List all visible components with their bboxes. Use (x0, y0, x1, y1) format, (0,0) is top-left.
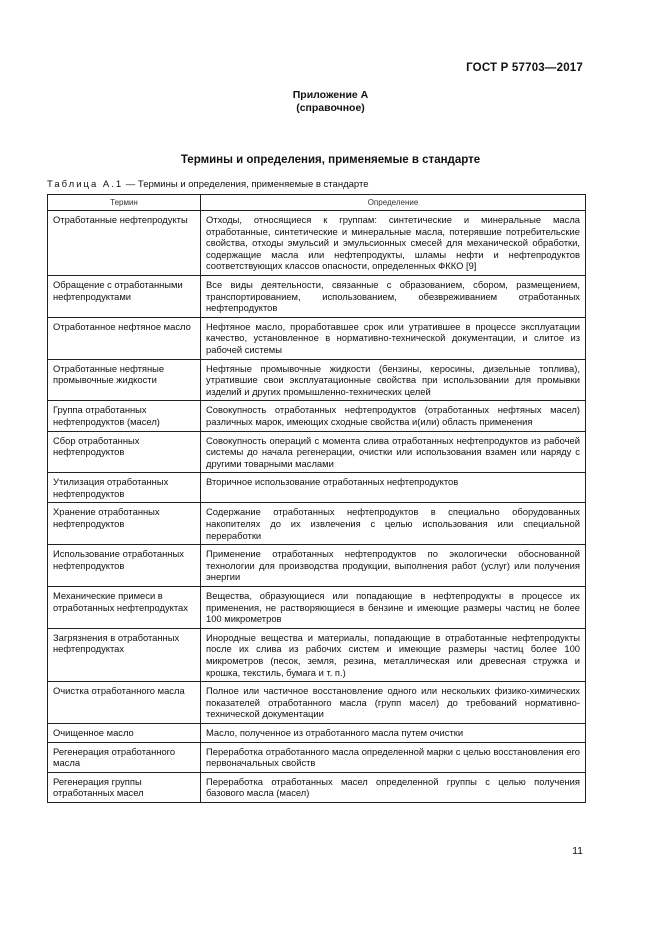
column-header-definition: Определение (201, 195, 586, 211)
definition-cell: Масло, полученное из отработанного масла путем очистки (201, 723, 586, 742)
definition-cell: Переработка отработанных масел определенной группы с целью получения базового масла (масел) (201, 772, 586, 802)
term-cell: Загрязнения в отработанных нефтепродуктах (48, 628, 201, 681)
table-row (48, 742, 586, 772)
definition-cell: Совокупность операций с момента слива отработанных нефтепродуктов из рабочей системы до начала регенерации, очистки или использования взамен или наряду с другими товарными маслами (201, 431, 586, 473)
term-cell: Отработанные нефтяные промывочные жидкости (48, 359, 201, 401)
appendix-title: Приложение А (292, 89, 369, 101)
definition-cell: Инородные вещества и материалы, попадающие в отработанные нефтепродукты после их слива из рабочих систем и имеющие размеры частиц более 100 микрометров (песок, земля, резина, металлическая или древесная стружка и крошка, текстиль, бумага и т. п.) (201, 628, 586, 681)
table-row (48, 431, 586, 473)
table-caption-text: — Термины и определения, применяемые в стандарте (123, 179, 369, 190)
table-row (48, 723, 586, 742)
definition-cell: Содержание отработанных нефтепродуктов в специально оборудованных накопителях до их извлечения с целью использования или специальной переработки (201, 503, 586, 545)
term-cell: Отработанное нефтяное масло (48, 317, 201, 359)
table-row (48, 359, 586, 401)
table-row (48, 545, 586, 587)
table-row (48, 587, 586, 629)
table-caption-number: Таблица А.1 (47, 179, 124, 190)
definition-cell: Отходы, относящиеся к группам: синтетические и минеральные масла отработанные, синтетические и минеральные масла, потерявшие потребительские свойства, отходы эмульсий и эмульсионных смесей для механической обработки, содержащие масла или нефтепродукты, шламы нефти и нефтепродуктов соответствующих классов опасности, определенных ФККО [9] (201, 211, 586, 276)
term-cell: Очищенное масло (48, 723, 201, 742)
table-row (48, 772, 586, 802)
appendix-subtitle: (справочное) (296, 102, 365, 114)
term-cell: Обращение с отработанными нефтепродуктами (48, 275, 201, 317)
definition-cell: Полное или частичное восстановление одного или нескольких физико-химических показателей отработанного масла (групп масел) до требований нормативно-технической документации (201, 682, 586, 724)
term-cell: Утилизация отработанных нефтепродуктов (48, 473, 201, 503)
definition-cell: Переработка отработанного масла определенной марки с целью восстановления его первоначальных свойств (201, 742, 586, 772)
table-row (48, 401, 586, 431)
table-row (48, 682, 586, 724)
definition-cell: Применение отработанных нефтепродуктов по экологически обоснованной технологии для производства продукции, выполнения работ (услуг) или получения энергии (201, 545, 586, 587)
term-cell: Сбор отработанных нефтепродуктов (48, 431, 201, 473)
table-header-row (48, 195, 586, 211)
document-code: ГОСТ Р 57703—2017 (466, 62, 583, 74)
definition-cell: Вещества, образующиеся или попадающие в нефтепродукты в процессе их применения, не растворяющиеся в бензине и имеющие размеры частиц не более 100 микрометров (201, 587, 586, 629)
term-cell: Очистка отработанного масла (48, 682, 201, 724)
section-title: Термины и определения, применяемые в стандарте (180, 154, 481, 166)
term-cell: Группа отработанных нефтепродуктов (масел) (48, 401, 201, 431)
terms-table (47, 194, 586, 803)
term-cell: Механические примеси в отработанных нефтепродуктах (48, 587, 201, 629)
term-cell: Регенерация отработанного масла (48, 742, 201, 772)
definition-cell: Все виды деятельности, связанные с образованием, сбором, размещением, транспортированием, использованием, обезвреживанием отработанных нефтепродуктов (201, 275, 586, 317)
term-cell: Использование отработанных нефтепродуктов (48, 545, 201, 587)
appendix-heading (0, 89, 661, 115)
table-row (48, 317, 586, 359)
table-row (48, 628, 586, 681)
table-row (48, 503, 586, 545)
definition-cell: Вторичное использование отработанных нефтепродуктов (201, 473, 586, 503)
term-cell: Отработанные нефтепродукты (48, 211, 201, 276)
term-cell: Хранение отработанных нефтепродуктов (48, 503, 201, 545)
definition-cell: Нефтяные промывочные жидкости (бензины, керосины, дизельные топлива), утратившие свои эксплуатационные свойства при использовании для промывки изделий и других промышленно-технических целей (201, 359, 586, 401)
table-caption (47, 179, 369, 190)
page-number: 11 (572, 845, 583, 857)
term-cell: Регенерация группы отработанных масел (48, 772, 201, 802)
table-row (48, 275, 586, 317)
table-row (48, 211, 586, 276)
definition-cell: Нефтяное масло, проработавшее срок или утратившее в процессе эксплуатации качество, установленное в нормативно-технической документации, и слитое из рабочей системы (201, 317, 586, 359)
definition-cell: Совокупность отработанных нефтепродуктов (отработанных нефтяных масел) различных марок, имеющих сходные свойства и(или) область применения (201, 401, 586, 431)
column-header-term: Термин (48, 195, 201, 211)
table-row (48, 473, 586, 503)
